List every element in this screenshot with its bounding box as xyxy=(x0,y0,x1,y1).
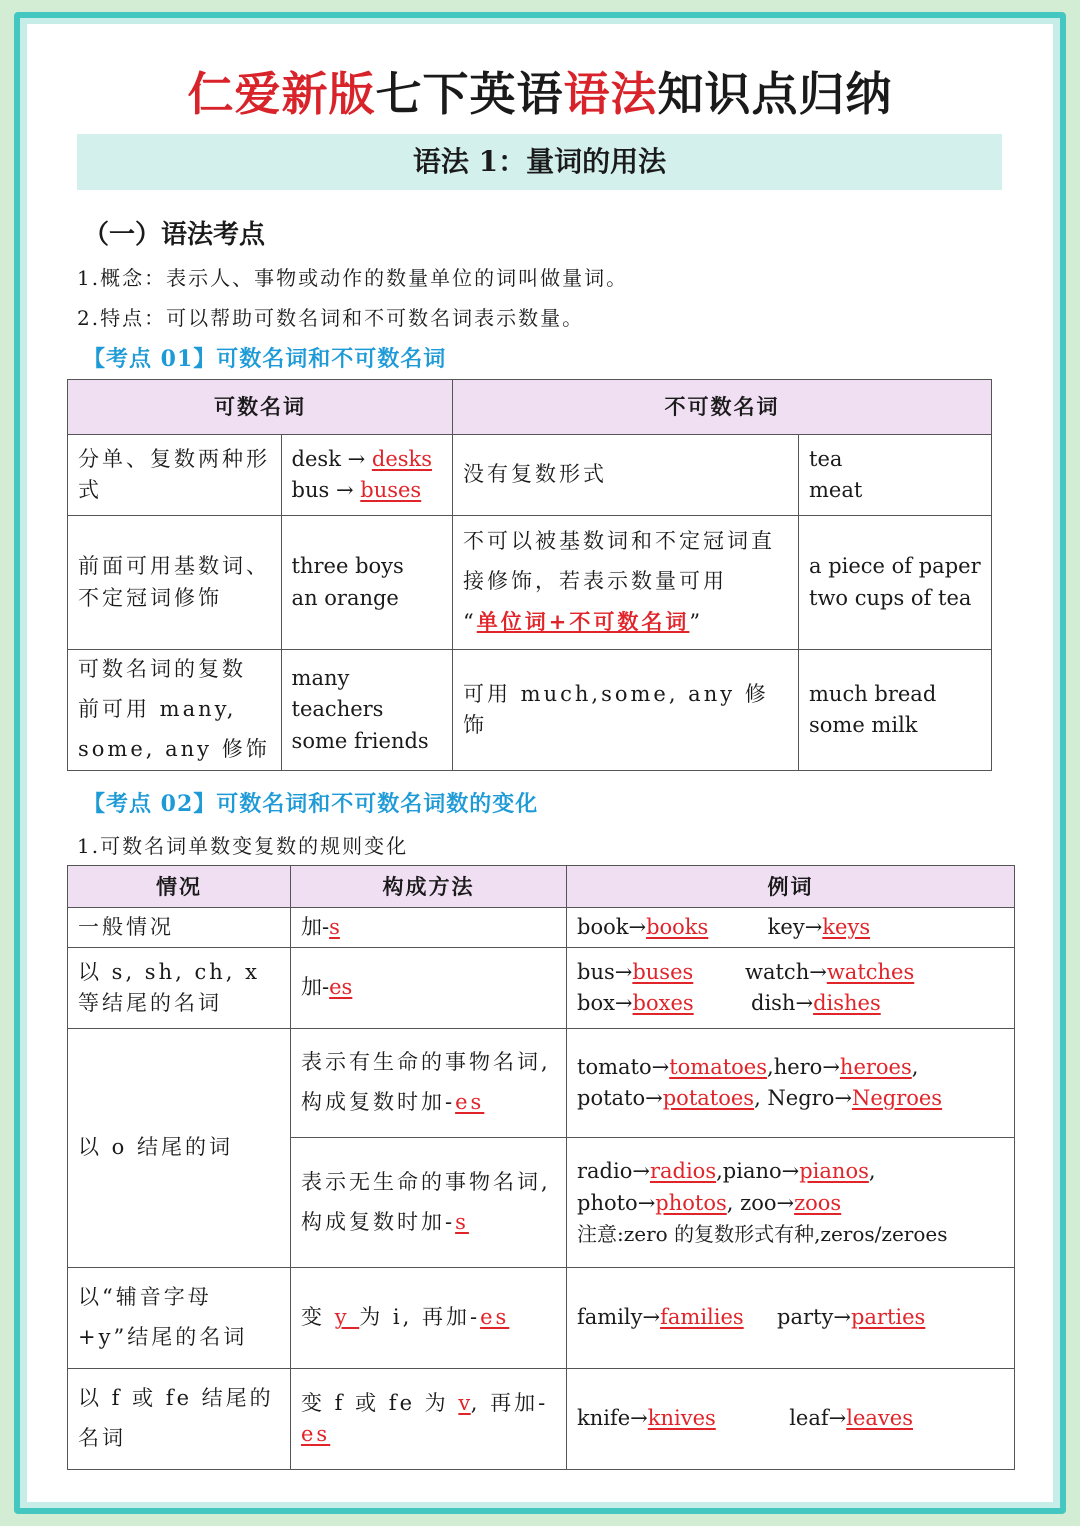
method-cell: 表示有生命的事物名词,构成复数时加-es xyxy=(291,1029,567,1138)
kaodian-01-label: 【考点 01】 xyxy=(83,346,217,372)
header-examples: 例词 xyxy=(567,866,1015,908)
uncountable-examples: tea meat xyxy=(799,435,992,516)
row-desc: 分单、复数两种形式 xyxy=(68,435,282,516)
method-cell: 变 y 为 i, 再加-es xyxy=(291,1268,567,1369)
title-part-red-2: 语法 xyxy=(563,67,658,121)
table-row xyxy=(68,516,992,650)
section-heading: （一）语法考点 xyxy=(83,220,266,250)
case-cell: 以 s, sh, ch, x 等结尾的名词 xyxy=(68,948,291,1029)
method-cell: 加-es xyxy=(291,948,567,1029)
method-cell: 表示无生命的事物名词,构成复数时加-s xyxy=(291,1138,567,1268)
zero-note: 注意:zero 的复数形式有种,zeros/zeroes xyxy=(577,1222,948,1246)
table-row xyxy=(68,1268,1015,1369)
kaodian-02-label: 【考点 02】 xyxy=(83,791,217,817)
uncountable-desc: 不可以被基数词和不定冠词直接修饰，若表示数量可用 “单位词+不可数名词” xyxy=(453,516,799,650)
examples-cell: knife→knives leaf→leaves xyxy=(567,1369,1015,1470)
examples-cell: tomato→tomatoes,hero→heroes, potato→potatoes, Negro→Negroes xyxy=(567,1029,1015,1138)
row-examples: desk → desks bus → buses xyxy=(281,435,452,516)
table-row xyxy=(68,650,992,771)
plural-rules-table xyxy=(67,865,1015,1470)
worksheet-page xyxy=(27,24,1053,1502)
case-cell: 以“辅音字母+y”结尾的名词 xyxy=(68,1268,291,1369)
header-method: 构成方法 xyxy=(291,866,567,908)
case-cell: 以 o 结尾的词 xyxy=(68,1029,291,1268)
examples-cell: radio→radios,piano→pianos, photo→photos, zoo→zoos 注意:zero 的复数形式有种,zeros/zeroes xyxy=(567,1138,1015,1268)
case-cell: 以 f 或 fe 结尾的名词 xyxy=(68,1369,291,1470)
title-part-black-2: 知识点归纳 xyxy=(657,67,893,121)
uncountable-examples: a piece of paper two cups of tea xyxy=(799,516,992,650)
kaodian-01-heading xyxy=(83,342,446,373)
uncountable-desc: 可用 much,some, any 修饰 xyxy=(453,650,799,771)
table-row xyxy=(68,908,1015,948)
method-cell: 加-s xyxy=(291,908,567,948)
page-title xyxy=(27,58,1053,124)
examples-cell: family→families party→parties xyxy=(567,1268,1015,1369)
row-desc: 可数名词的复数 前可用 many, some, any 修饰 xyxy=(68,650,282,771)
grammar-banner: 语法 1：量词的用法 xyxy=(77,134,1002,190)
table-row xyxy=(68,1029,1015,1138)
row-examples: many teachers some friends xyxy=(281,650,452,771)
header-countable: 可数名词 xyxy=(68,380,453,435)
feature-line: 2.特点：可以帮助可数名词和不可数名词表示数量。 xyxy=(77,306,585,330)
kaodian-01-text: 可数名词和不可数名词 xyxy=(216,346,447,372)
case-cell: 一般情况 xyxy=(68,908,291,948)
method-cell: 变 f 或 fe 为 v, 再加-es xyxy=(291,1369,567,1470)
table-row xyxy=(68,435,992,516)
row-desc: 前面可用基数词、不定冠词修饰 xyxy=(68,516,282,650)
unit-word-highlight: 单位词+不可数名词 xyxy=(476,608,690,634)
kaodian-02-text: 可数名词和不可数名词数的变化 xyxy=(216,791,539,817)
table-row xyxy=(68,1369,1015,1470)
examples-cell: book→books key→keys xyxy=(567,908,1015,948)
table-row xyxy=(68,948,1015,1029)
countable-table xyxy=(67,379,992,771)
examples-cell: bus→buses watch→watches box→boxes dish→dishes xyxy=(567,948,1015,1029)
rule-line: 1.可数名词单数变复数的规则变化 xyxy=(77,834,409,858)
header-case: 情况 xyxy=(68,866,291,908)
title-part-black: 七下英语 xyxy=(375,67,564,121)
concept-line: 1.概念：表示人、事物或动作的数量单位的词叫做量词。 xyxy=(77,266,629,290)
uncountable-examples: much bread some milk xyxy=(799,650,992,771)
uncountable-desc: 没有复数形式 xyxy=(453,435,799,516)
title-part-red: 仁爱新版 xyxy=(187,67,376,121)
plural-word: desks xyxy=(371,446,433,471)
kaodian-02-heading xyxy=(83,787,538,818)
header-uncountable: 不可数名词 xyxy=(453,380,992,435)
plural-word: buses xyxy=(360,478,422,502)
row-examples: three boys an orange xyxy=(281,516,452,650)
